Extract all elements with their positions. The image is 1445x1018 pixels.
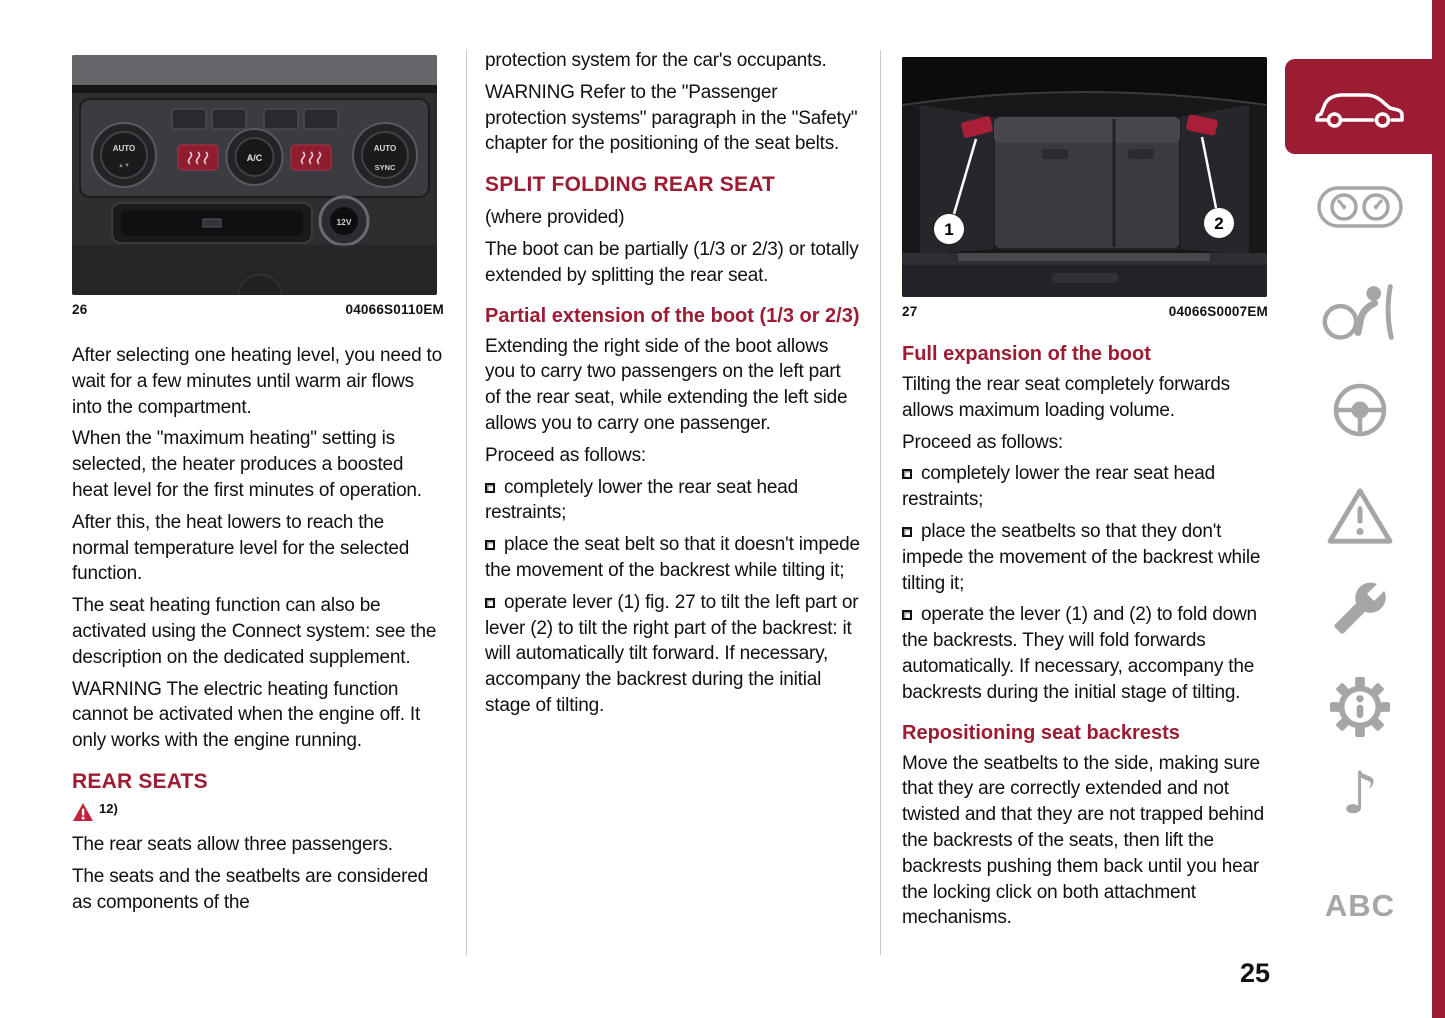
fig27-callout-1-number: 1 xyxy=(944,220,954,239)
rear-seats-heading: REAR SEATS xyxy=(72,769,208,793)
list-item xyxy=(902,602,1268,705)
square-bullet-icon xyxy=(485,598,495,608)
figure-27-code: 04066S0007EM xyxy=(1168,304,1268,319)
partial-extension-subheading: Partial extension of the boot (1/3 or 2/3) xyxy=(485,304,860,327)
list-item xyxy=(485,590,860,719)
paragraph: WARNING Refer to the "Passenger protection systems" paragraph in the "Safety" chapter for the positioning of the seat belts. xyxy=(485,81,858,155)
list-item-text: operate the lever (1) and (2) to fold down the backrests. They will fold forwards automatically. If necessary, accompany the backrests during the initial stage of tilting. xyxy=(902,604,1257,703)
warning-triangle-icon xyxy=(72,802,94,822)
warning-triangle-sidebar-icon xyxy=(1326,486,1394,546)
page-number: 25 xyxy=(1239,958,1270,988)
square-bullet-icon xyxy=(902,610,912,620)
service-info-icon xyxy=(1329,676,1391,738)
list-item-text: place the seat belt so that it doesn't impede the movement of the backrest while tilting it; xyxy=(485,534,860,581)
sidebar-item-driving xyxy=(1305,382,1415,438)
sidebar-item-index xyxy=(1305,888,1415,924)
sidebar-tab-car xyxy=(1285,59,1432,154)
figure-27-caption xyxy=(902,304,1268,319)
square-bullet-icon xyxy=(902,527,912,537)
warning-note-number: 12) xyxy=(99,800,118,816)
list-item-text: operate lever (1) fig. 27 to tilt the left part or lever (2) to tilt the right part of the backrest: it will automatically tilt forward. If necessary, accompany the backrest during the initial stage of tilting. xyxy=(485,591,859,716)
sidebar-item-technical-data xyxy=(1305,676,1415,738)
figure-26-number: 26 xyxy=(72,302,88,317)
figure-26-code: 04066S0110EM xyxy=(345,302,444,317)
figure-26-caption xyxy=(72,302,444,317)
fig26-ac-label: A/C xyxy=(246,153,263,163)
warning-reference-row xyxy=(72,802,444,822)
column-3 xyxy=(902,57,1268,937)
fig27-callout-2-number: 2 xyxy=(1214,214,1224,233)
paragraph: The boot can be partially (1/3 or 2/3) or totally extended by splitting the rear seat. xyxy=(485,238,859,286)
figure-27-number: 27 xyxy=(902,304,918,319)
airbag-icon xyxy=(1316,282,1404,342)
column-divider-1 xyxy=(466,50,467,955)
sidebar-item-instrument-cluster xyxy=(1305,182,1415,232)
paragraph: When the "maximum heating" setting is selected, the heater produces a boosted heat level for the first minutes of operation. xyxy=(72,428,422,501)
list-item-text: completely lower the rear seat head restraints; xyxy=(902,463,1215,511)
steering-wheel-icon xyxy=(1332,382,1388,438)
list-item-text: completely lower the rear seat head restraints; xyxy=(485,476,798,524)
list-item xyxy=(485,532,860,584)
car-icon xyxy=(1313,84,1405,130)
accent-edge-bar xyxy=(1432,0,1445,1018)
paragraph: Tilting the rear seat completely forwards allows maximum loading volume. xyxy=(902,374,1230,421)
paragraph: WARNING The electric heating function cannot be activated when the engine off. It only works with the engine running. xyxy=(72,678,421,752)
list-item xyxy=(902,461,1268,513)
instrument-cluster-icon xyxy=(1315,182,1405,232)
fig26-auto-left-label: AUTO xyxy=(112,144,136,153)
paragraph: The seats and the seatbelts are considered as components of the xyxy=(72,865,428,913)
list-item xyxy=(902,519,1268,596)
fig26-12v-label: 12V xyxy=(336,217,352,227)
fig26-sync-label: SYNC xyxy=(374,163,396,172)
paragraph: After selecting one heating level, you need to wait for a few minutes until warm air flows into the compartment. xyxy=(72,345,443,418)
wrench-icon xyxy=(1332,580,1388,636)
column-2 xyxy=(485,48,860,725)
svg-text:▲▼: ▲▼ xyxy=(118,163,130,169)
paragraph: After this, the heat lowers to reach the normal temperature level for the selected function. xyxy=(72,511,410,585)
paragraph: The seat heating function can also be activated using the Connect system: see the description on the dedicated supplement. xyxy=(72,595,437,668)
square-bullet-icon xyxy=(902,469,912,479)
list-item-text: place the seatbelts so that they don't impede the movement of the backrest while tilting it; xyxy=(902,520,1261,594)
figure-26-photo xyxy=(72,55,437,295)
split-folding-rear-seat-heading: SPLIT FOLDING REAR SEAT xyxy=(485,173,776,197)
list-item xyxy=(485,475,860,527)
column-divider-2 xyxy=(880,50,881,955)
abc-label: ABC xyxy=(1324,888,1396,923)
paragraph: Move the seatbelts to the side, making sure that they are correctly extended and not twisted and that they are not trapped behind the backrests of the seats, then lift the backrests pushing them back until you hear the locking click on both attachment mechanisms. xyxy=(902,752,1264,929)
square-bullet-icon xyxy=(485,483,495,493)
paragraph: The rear seats allow three passengers. xyxy=(72,833,393,855)
paragraph: Proceed as follows: xyxy=(902,431,1063,453)
paragraph: Proceed as follows: xyxy=(485,444,646,466)
sidebar-item-maintenance xyxy=(1305,580,1415,636)
where-provided-note: (where provided) xyxy=(485,207,625,229)
music-note-icon: ♪ xyxy=(1341,759,1379,827)
paragraph: Extending the right side of the boot allows you to carry two passengers on the left part of the rear seat, while extending the left side allows you to carry one passenger. xyxy=(485,335,848,434)
figure-27-photo xyxy=(902,57,1267,297)
column-1 xyxy=(72,55,444,921)
paragraph: protection system for the car's occupants. xyxy=(485,50,827,71)
square-bullet-icon xyxy=(485,540,495,550)
sidebar-item-multimedia xyxy=(1305,759,1415,827)
repositioning-subheading: Repositioning seat backrests xyxy=(902,721,1180,744)
sidebar-item-safety xyxy=(1305,282,1415,342)
sidebar-item-emergency xyxy=(1305,486,1415,546)
full-expansion-subheading: Full expansion of the boot xyxy=(902,343,1151,365)
fig26-auto-right-label: AUTO xyxy=(373,144,397,153)
